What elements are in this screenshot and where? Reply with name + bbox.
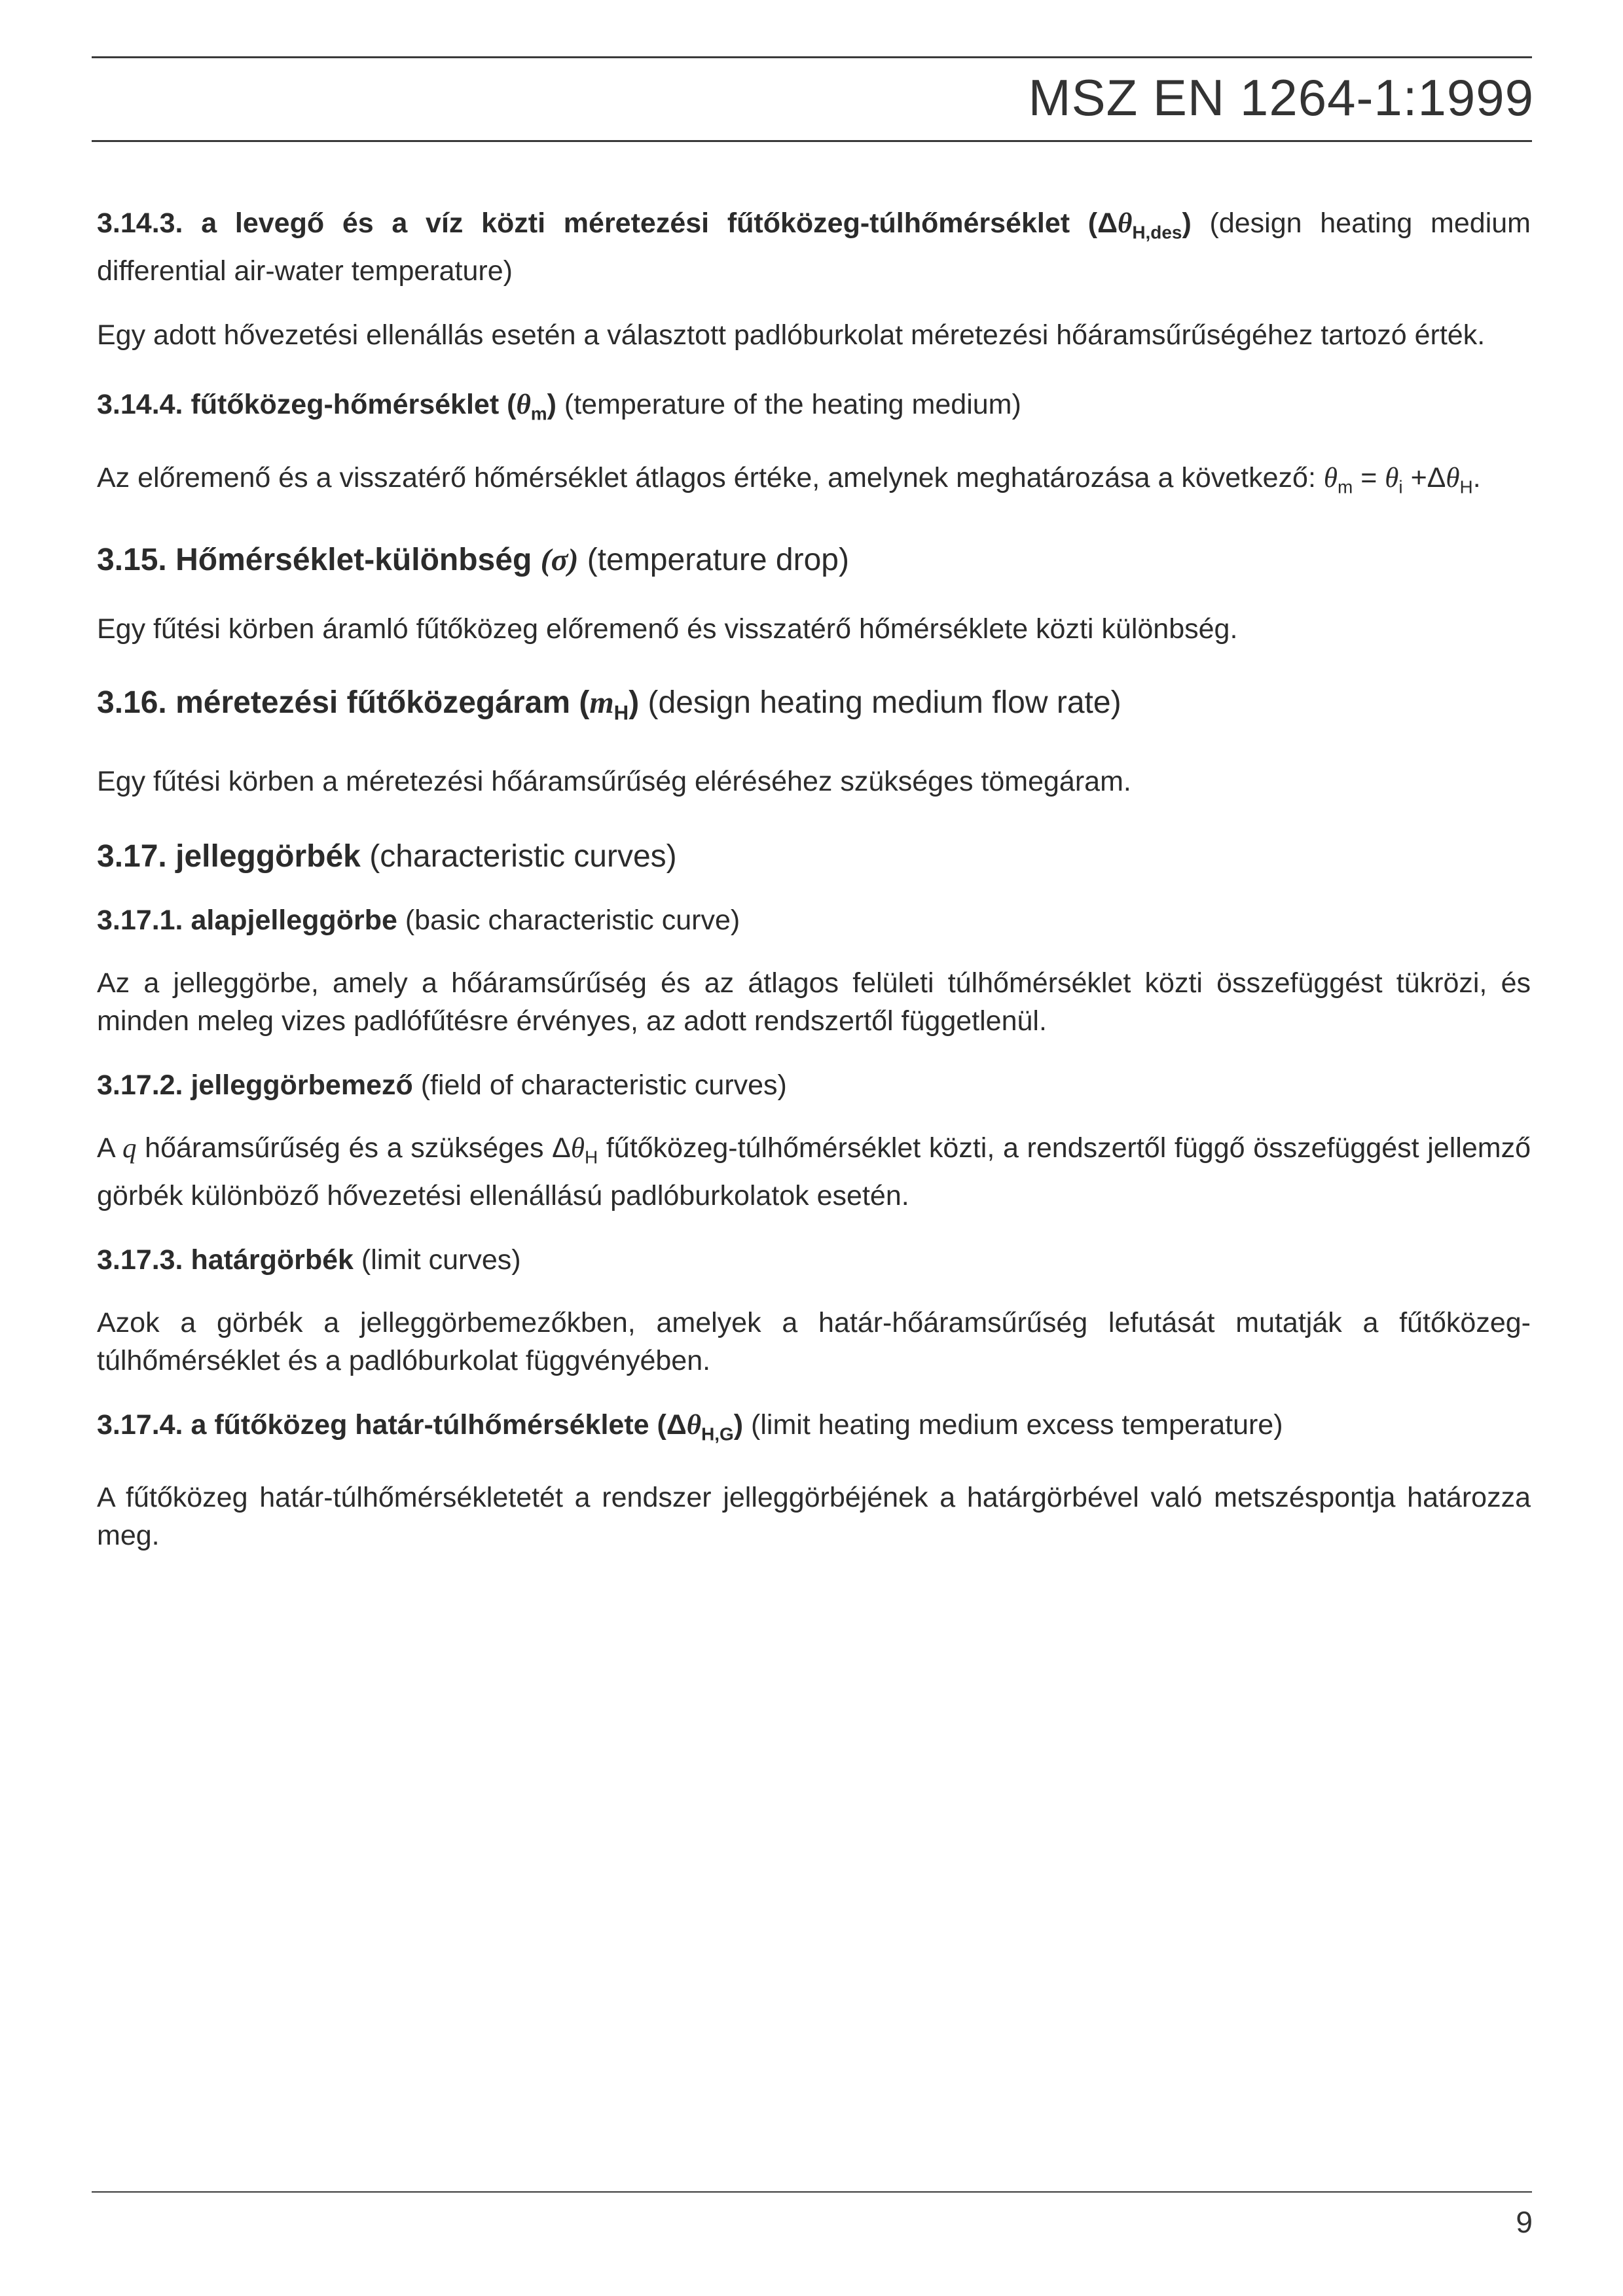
body-3-14-3: Egy adott hővezetési ellenállás esetén a választott padlóburkolat méretezési hőáramsűrűségéhez tartozó érték. — [97, 319, 1486, 351]
document-body — [97, 204, 1531, 1554]
body-3-15: Egy fűtési körben áramló fűtőközeg előremenő és visszatérő hőmérséklete közti különbség. — [97, 613, 1238, 645]
footer-rule — [92, 2191, 1532, 2193]
body-3-17-2: A q hőáramsűrűség és a szükséges $\Delta\theta_H$ fűtőközeg-túlhőmérséklet közti, a rendszertől függő összefüggést jellemző görbék különböző hővezetési ellenállású padlóburkolatok esetén. — [97, 1132, 1531, 1211]
heading-3-17-2: 3.17.2. jelleggörbemező (field of characteristic curves) — [97, 1069, 787, 1102]
body-3-17-3: Azok a görbék a jelleggörbemezőkben, amelyek a határ-hőáramsűrűség lefutását mutatják a fűtőközeg-túlhőmérséklet és a padlóburkolat függvényében. — [97, 1306, 1531, 1376]
heading-3-17-3: 3.17.3. határgörbék (limit curves) — [97, 1244, 521, 1276]
body-3-17-1: Az a jelleggörbe, amely a hőáramsűrűség és az átlagos felületi túlhőmérséklet közti összefüggést tükrözi, és minden meleg vizes padlófűtésre érvényes, az adott rendszertől függetlenül. — [97, 967, 1531, 1037]
header-rule-top — [92, 56, 1532, 58]
heading-3-14-4: 3.14.4. fűtőközeg-hőmérséklet $(\theta_m)$ (temperature of the heating medium) — [97, 388, 1021, 424]
body-3-14-4: Az előremenő és a visszatérő hőmérséklet átlagos értéke, amelynek meghatározása a következő: $\theta_m = \theta_i +\Delta\theta_H$. — [97, 462, 1481, 497]
standard-number: MSZ EN 1264-1:1999 — [1028, 69, 1534, 126]
heading-3-14-3: 3.14.3. a levegő és a víz közti méretezési fűtőközeg-túlhőmérséklet $(\Delta\theta_{H,des})$ (design heating medium differential air-water temperature) — [97, 207, 1531, 287]
heading-3-16: 3.16. méretezési fűtőközegáram $(m_H)$ (design heating medium flow rate) — [97, 685, 1122, 725]
body-3-17-4: A fűtőközeg határ-túlhőmérsékletetét a rendszer jelleggörbéjének a határgörbével való metszéspontja határozza meg. — [97, 1481, 1531, 1551]
header-rule-bottom — [92, 140, 1532, 142]
heading-3-17-4: 3.17.4. a fűtőközeg határ-túlhőmérséklete $(\Delta\theta_{H,G})$ (limit heating medium excess temperature) — [97, 1408, 1283, 1444]
heading-3-17: 3.17. jelleggörbék (characteristic curves) — [97, 839, 677, 874]
body-3-16: Egy fűtési körben a méretezési hőáramsűrűség eléréséhez szükséges tömegáram. — [97, 766, 1131, 798]
heading-3-17-1: 3.17.1. alapjelleggörbe (basic characteristic curve) — [97, 905, 740, 937]
page-number: 9 — [1516, 2205, 1533, 2239]
heading-3-15: 3.15. Hőmérséklet-különbség (σ) (temperature drop) — [97, 542, 849, 577]
